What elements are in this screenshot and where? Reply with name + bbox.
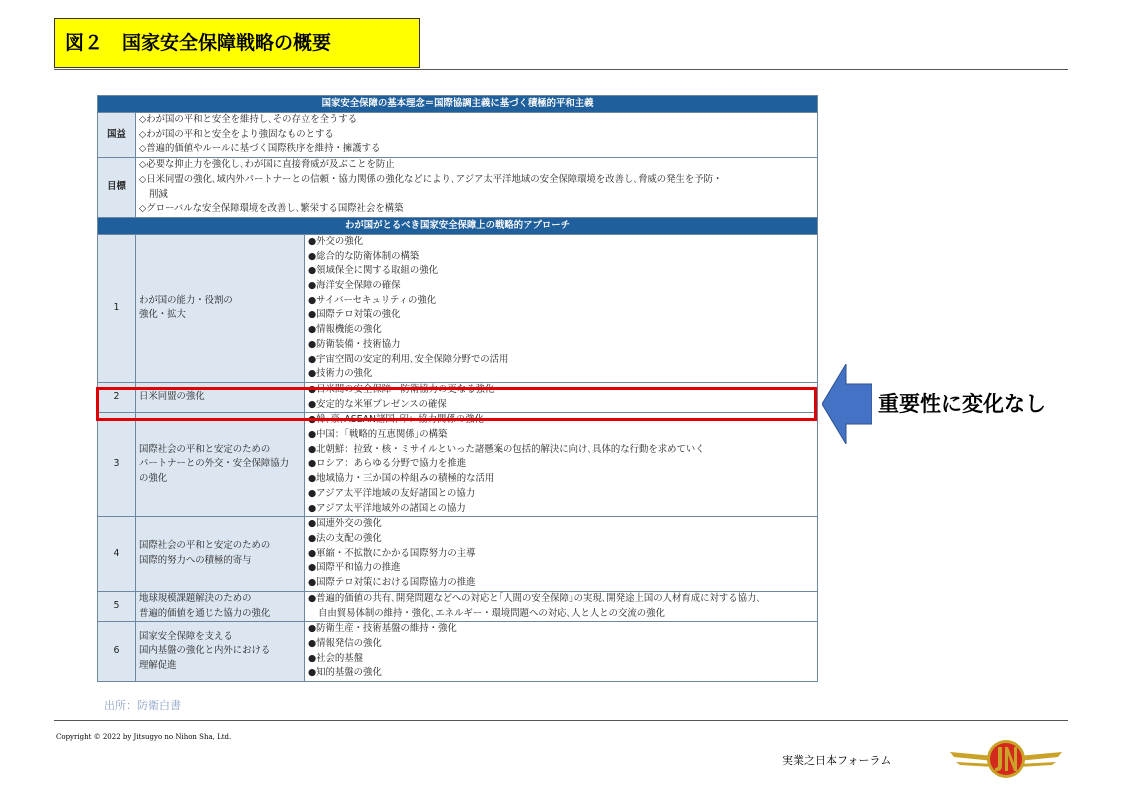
list-item: ●社会的基盤 <box>308 652 364 664</box>
list-item: ●韓､豪､ASEAN諸国､印：協力関係の強化 <box>308 414 484 426</box>
callout-text: 重要性に変化なし <box>878 392 1046 416</box>
list-item: ◇日米同盟の強化､域内外パートナーとの信頼・協力関係の強化などにより､アジア太平洋地域の安全保障環境を改善し､脅威の発生を予防・ <box>139 173 723 185</box>
copyright-text: Copyright © 2022 by Jitsugyo no Nihon Sha, Ltd. <box>56 733 232 741</box>
list-item: ●情報機能の強化 <box>308 324 382 336</box>
list-item: ●宇宙空間の安定的利用､安全保障分野での活用 <box>308 353 509 365</box>
approach-items <box>305 622 818 682</box>
table-row <box>98 517 818 592</box>
section-header-principle: 国家安全保障の基本理念＝国際協調主義に基づく積極的平和主義 <box>98 96 818 113</box>
section-header-approach: わが国がとるべき国家安全保障上の戦略的アプローチ <box>98 217 818 234</box>
list-item: ●中国：｢戦略的互恵関係｣の構築 <box>308 429 448 441</box>
list-item: ●防衛装備・技術協力 <box>308 338 401 350</box>
list-item: ●ロシア：あらゆる分野で協力を推進 <box>308 458 467 470</box>
list-item: ●情報発信の強化 <box>308 637 382 649</box>
list-item: ●国際テロ対策の強化 <box>308 309 401 321</box>
list-item: ◇必要な抑止力を強化し､わが国に直接脅威が及ぶことを防止 <box>139 159 395 171</box>
header-divider <box>54 69 1068 70</box>
list-item: ●法の支配の強化 <box>308 532 382 544</box>
list-item: ●領域保全に関する取組の強化 <box>308 265 439 277</box>
approach-items <box>305 234 818 382</box>
approach-number: 3 <box>98 413 136 517</box>
list-item: ●知的基盤の強化 <box>308 667 382 679</box>
jnf-logo-icon <box>948 735 1064 785</box>
approach-number: 6 <box>98 622 136 682</box>
list-item: 自由貿易体制の維持・強化､エネルギー・環境問題への対応､人と人との交流の強化 <box>318 607 665 619</box>
table-row <box>98 591 818 621</box>
list-item: ●軍縮・不拡散にかかる国際努力の主導 <box>308 547 476 559</box>
table-row <box>98 622 818 682</box>
list-item: ●普遍的価値の共有､開発問題などへの対応と｢人間の安全保障｣の実現､開発途上国の人材育成に対する協力､ <box>308 592 762 604</box>
approach-name: 日米同盟の強化 <box>136 382 305 412</box>
approach-items <box>305 517 818 592</box>
approach-name: 国際社会の平和と安定のための 国際的努力への積極的寄与 <box>136 517 305 592</box>
list-item: ●国際平和協力の推進 <box>308 562 401 574</box>
left-arrow-icon <box>822 364 872 444</box>
highlight-box <box>96 387 817 421</box>
list-item: ◇普遍的価値やルールに基づく国際秩序を維持・擁護する <box>139 143 381 155</box>
list-item: ●地域協力・三か国の枠組みの積極的な活用 <box>308 473 495 485</box>
approach-name: 国家安全保障を支える 国内基盤の強化と内外における 理解促進 <box>136 622 305 682</box>
list-item: ●海洋安全保障の確保 <box>308 280 401 292</box>
list-item: ●国連外交の強化 <box>308 518 382 530</box>
list-item: ●防衛生産・技術基盤の維持・強化 <box>308 623 457 635</box>
national-interest-content <box>136 113 818 158</box>
row-label-national-interest: 国益 <box>98 113 136 158</box>
approach-items <box>305 591 818 621</box>
table-row <box>98 413 818 517</box>
list-item: ●国際テロ対策における国際協力の推進 <box>308 577 476 589</box>
footer-divider <box>54 720 1068 721</box>
source-note: 出所：防衛白書 <box>104 699 181 712</box>
list-item: ●サイバーセキュリティの強化 <box>308 294 437 306</box>
page-title: 図２ 国家安全保障戦略の概要 <box>54 18 420 68</box>
approach-number: 1 <box>98 234 136 382</box>
list-item: ◇わが国の平和と安全を維持し､その存立を全うする <box>139 114 358 125</box>
row-label-goals: 目標 <box>98 158 136 218</box>
list-item: ●外交の強化 <box>308 235 364 247</box>
approach-number: 5 <box>98 591 136 621</box>
list-item: ◇グローバルな安全保障環境を改善し､繁栄する国際社会を構築 <box>139 203 404 215</box>
approach-name: 地球規模課題解決のための 普遍的価値を通じた協力の強化 <box>136 591 305 621</box>
list-item: ●アジア太平洋地域の友好諸国との協力 <box>308 487 476 499</box>
list-item: ◇わが国の平和と安全をより強固なものとする <box>139 128 334 140</box>
list-item: ●技術力の強化 <box>308 368 373 380</box>
list-item: ●アジア太平洋地域外の諸国との協力 <box>308 502 466 514</box>
approach-items <box>305 413 818 517</box>
approach-name: 国際社会の平和と安定のための パートナーとの外交・安全保障協力 の強化 <box>136 413 305 517</box>
list-item: 削減 <box>149 188 168 200</box>
list-item: ●安定的な米軍プレゼンスの確保 <box>308 398 447 410</box>
approach-number: 2 <box>98 382 136 412</box>
table-row <box>98 234 818 382</box>
list-item: ●総合的な防衛体制の構築 <box>308 250 420 262</box>
approach-number: 4 <box>98 517 136 592</box>
list-item: ●北朝鮮：拉致・核・ミサイルといった諸懸案の包括的解決に向け､具体的な行動を求めていく <box>308 443 705 455</box>
approach-name: わが国の能力・役割の 強化・拡大 <box>136 234 305 382</box>
goals-content <box>136 158 818 218</box>
organization-name: 実業之日本フォーラム <box>782 754 892 767</box>
list-item: ●日米間の安全保障・防衛協力の更なる強化 <box>308 383 495 395</box>
